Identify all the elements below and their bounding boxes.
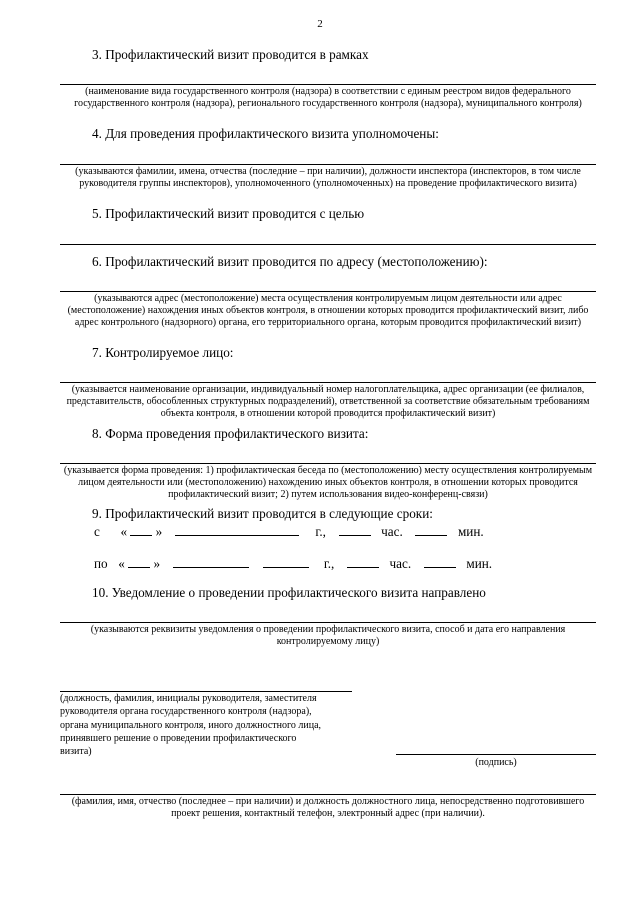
to-month-field-2[interactable] [263, 555, 309, 568]
from-quote-open: « [120, 524, 128, 539]
from-minute-suffix: мин. [457, 524, 484, 539]
to-quote-close: » [153, 556, 161, 571]
preparer-blank-line[interactable] [60, 794, 596, 795]
from-day-field[interactable] [130, 523, 152, 536]
section-6-caption: (указываются адрес (местоположение) места осуществления контролируемым лицом деятельности или адрес (местоположение) нахождения иных объектов контроля, в отношении которых проводится профилактический визит, либо адрес контрольного (надзорного) органа, его территориального органа, которым проводится профилактический визит) [67, 293, 589, 328]
from-year-suffix: г., [315, 524, 326, 539]
official-caption-line-3: органа муниципального контроля, иного должностного лица, [60, 719, 322, 731]
period-to-row [94, 555, 492, 572]
section-9-heading: 9. Профилактический визит проводится в следующие сроки: [92, 506, 433, 521]
section-10-heading: 10. Уведомление о проведении профилактического визита направлено [92, 585, 486, 600]
from-hour-suffix: час. [381, 524, 403, 539]
official-caption-line-4: принявшего решение о проведении профилактического [60, 732, 297, 744]
section-10-caption: (указываются реквизиты уведомления о проведении профилактического визита, способ и дата его направления контролируемому лицу) [90, 624, 566, 647]
section-7-heading: 7. Контролируемое лицо: [92, 345, 234, 360]
section-4-heading: 4. Для проведения профилактического визита уполномочены: [92, 126, 439, 141]
preparer-caption: (фамилия, имя, отчество (последнее – при наличии) и должность должностного лица, непосредственно подготовившего проект решения, контактный телефон, электронный адрес (при наличии). [71, 796, 585, 819]
official-caption-line-5: визита) [60, 746, 92, 758]
from-minute-field[interactable] [415, 523, 447, 536]
to-hour-suffix: час. [389, 556, 412, 571]
official-caption-line-2: руководителя органа государственного контроля (надзора), [60, 706, 312, 718]
official-caption-line-1: (должность, фамилия, инициалы руководителя, заместителя [60, 693, 317, 704]
to-hour-field[interactable] [347, 555, 379, 568]
section-8-blank-line[interactable] [60, 463, 596, 464]
signature-blank-line[interactable] [396, 754, 596, 755]
section-3-blank-line[interactable] [60, 84, 596, 85]
section-4-caption: (указываются фамилии, имена, отчества (последние – при наличии), должности инспектора (инспекторов, в том числе руководителя группы инспекторов), уполномоченного (уполномоченных) на проведение профилактического визита) [75, 166, 581, 189]
section-3-caption: (наименование вида государственного контроля (надзора) в соответствии с единым реестром видов федерального государственного контроля (надзора), регионального государственного контроля (надзора), муниципального контроля) [74, 86, 582, 109]
to-minute-field[interactable] [424, 555, 456, 568]
section-6-blank-line[interactable] [60, 291, 596, 292]
to-quote-open: « [118, 556, 125, 571]
from-label: с [94, 524, 100, 539]
section-8-caption: (указывается форма проведения: 1) профилактическая беседа по (местоположению) месту осуществления контролируемым лицом деятельности или (местоположению) нахождению иных объектов контроля, в отношении которых проводится профилактический визит; 2) путем использования видео-конференц-связи) [63, 465, 593, 500]
signature-caption: (подпись) [475, 757, 517, 768]
section-3-heading: 3. Профилактический визит проводится в рамках [92, 47, 369, 62]
section-8-heading: 8. Форма проведения профилактического визита: [92, 426, 369, 441]
section-10-blank-line[interactable] [60, 622, 596, 623]
official-caption [60, 692, 360, 758]
section-5-blank-line[interactable] [60, 244, 596, 245]
section-4-blank-line[interactable] [60, 164, 596, 165]
from-hour-field[interactable] [339, 523, 371, 536]
to-minute-suffix: мин. [466, 556, 493, 571]
page-number: 2 [317, 18, 323, 30]
section-7-caption: (указывается наименование организации, индивидуальный номер налогоплательщика, адрес организации (ее филиалов, представительств, обособленных структурных подразделений), ответственной за соответствие обязательным требованиям объекта контроля, в отношении которой проводится профилактический визит) [66, 384, 590, 419]
to-year-suffix: г., [323, 556, 335, 571]
to-month-field[interactable] [173, 555, 249, 568]
section-5-heading: 5. Профилактический визит проводится с целью [92, 206, 365, 221]
to-day-field[interactable] [128, 555, 150, 568]
section-7-blank-line[interactable] [60, 382, 596, 383]
from-month-field[interactable] [175, 523, 299, 536]
to-label: по [94, 556, 108, 571]
from-quote-close: » [155, 524, 163, 539]
section-6-heading: 6. Профилактический визит проводится по адресу (местоположению): [92, 254, 488, 269]
period-from-row [94, 523, 484, 540]
